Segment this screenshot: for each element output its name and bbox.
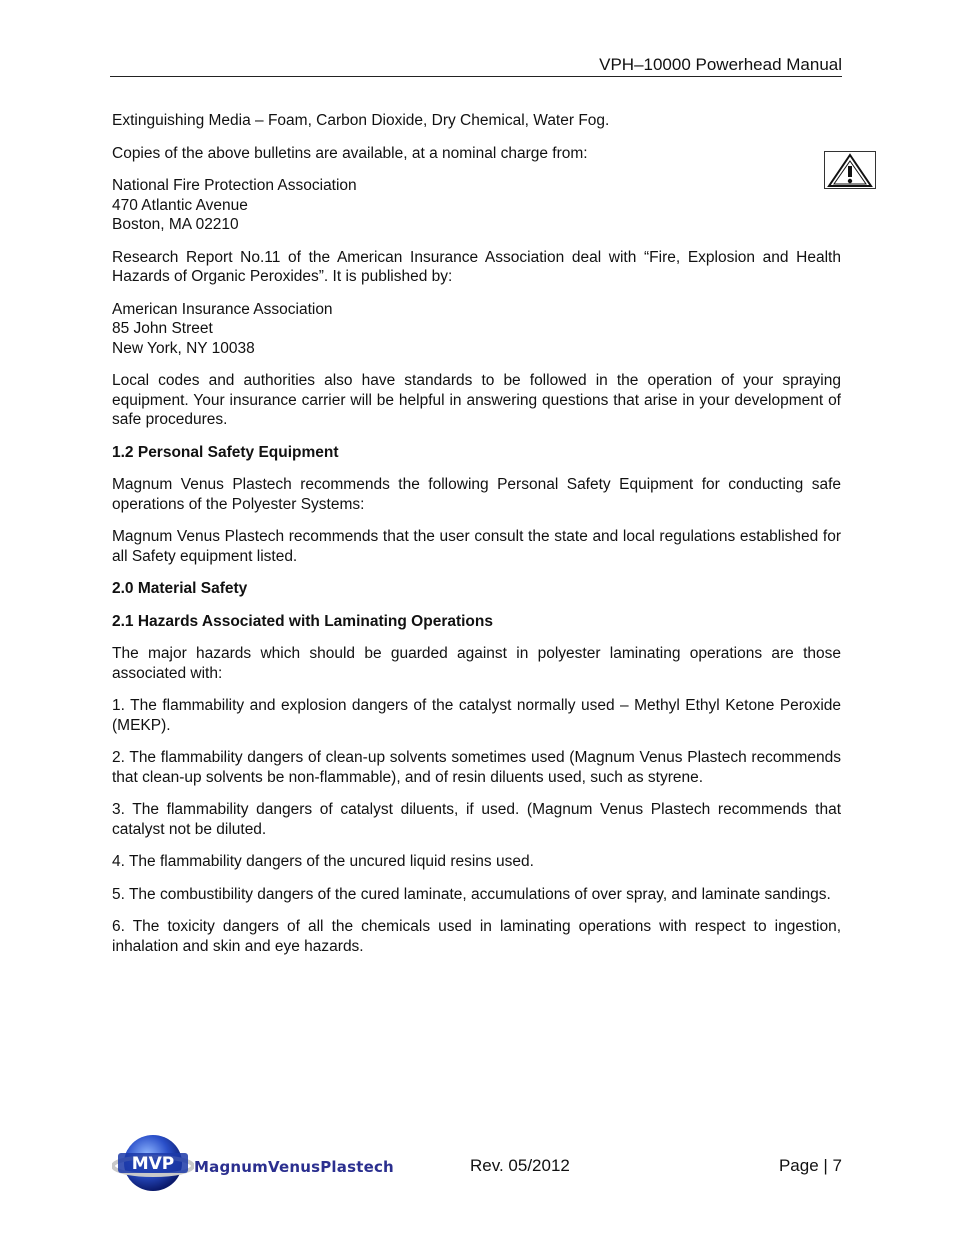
list-item: 3. The flammability dangers of catalyst diluents, if used. (Magnum Venus Plastech recommends that catalyst not be diluted. bbox=[112, 801, 841, 838]
list-item: 5. The combustibility dangers of the cured laminate, accumulations of over spray, and laminate sandings. bbox=[112, 885, 831, 903]
logo-wordmark: MagnumVenusPlastech bbox=[194, 1158, 394, 1176]
paragraph-extinguishing-media: Extinguishing Media – Foam, Carbon Dioxide, Dry Chemical, Water Fog. bbox=[112, 112, 610, 129]
heading-material-safety: 2.0 Material Safety bbox=[112, 580, 248, 597]
footer-page-number: Page | 7 bbox=[778, 1156, 842, 1175]
paragraph-consult-regulations: Magnum Venus Plastech recommends that the user consult the state and local regulations established for all Safety equipment listed. bbox=[112, 528, 841, 565]
mvp-logo bbox=[112, 1133, 402, 1193]
address-nfpa bbox=[112, 176, 841, 235]
address-line: National Fire Protection Association bbox=[112, 177, 357, 194]
list-item: 1. The flammability and explosion dangers of the catalyst normally used – Methyl Ethyl Ketone Peroxide (MEKP). bbox=[112, 697, 841, 734]
footer-revision: Rev. 05/2012 bbox=[470, 1156, 570, 1175]
heading-personal-safety: 1.2 Personal Safety Equipment bbox=[112, 443, 339, 461]
address-aia bbox=[112, 300, 841, 359]
header-title: VPH–10000 Powerhead Manual bbox=[599, 55, 842, 74]
list-item: 2. The flammability dangers of clean-up solvents sometimes used (Magnum Venus Plastech recommends that clean-up solvents be non-flammable), and of resin diluents used, such as styrene. bbox=[112, 749, 841, 786]
logo-badge-text: MVP bbox=[131, 1154, 175, 1174]
document-body bbox=[112, 111, 841, 969]
paragraph-major-hazards: The major hazards which should be guarded against in polyester laminating operations are those associated with: bbox=[112, 645, 841, 682]
paragraph-copies: Copies of the above bulletins are available, at a nominal charge from: bbox=[112, 144, 588, 162]
address-line: 470 Atlantic Avenue bbox=[112, 196, 248, 214]
list-item: 6. The toxicity dangers of all the chemicals used in laminating operations with respect to ingestion, inhalation and skin and eye hazards. bbox=[112, 918, 841, 955]
paragraph-local-codes: Local codes and authorities also have standards to be followed in the operation of your spraying equipment. Your insurance carrier will be helpful in answering questions that arise in your development of safe procedures. bbox=[112, 372, 841, 428]
address-line: American Insurance Association bbox=[112, 300, 333, 318]
list-item: 4. The flammability dangers of the uncured liquid resins used. bbox=[112, 853, 534, 870]
address-line: Boston, MA 02210 bbox=[112, 216, 239, 233]
address-line: 85 John Street bbox=[112, 320, 213, 337]
heading-hazards-laminating: 2.1 Hazards Associated with Laminating Operations bbox=[112, 612, 493, 630]
header-rule bbox=[110, 76, 842, 77]
mvp-globe-logo bbox=[112, 1133, 194, 1193]
paragraph-pse-recommend: Magnum Venus Plastech recommends the following Personal Safety Equipment for conducting safe operations of the Polyester Systems: bbox=[112, 476, 841, 513]
address-line: New York, NY 10038 bbox=[112, 339, 255, 357]
paragraph-research-report: Research Report No.11 of the American Insurance Association deal with “Fire, Explosion and Health Hazards of Organic Peroxides”. It is published by: bbox=[112, 248, 841, 285]
